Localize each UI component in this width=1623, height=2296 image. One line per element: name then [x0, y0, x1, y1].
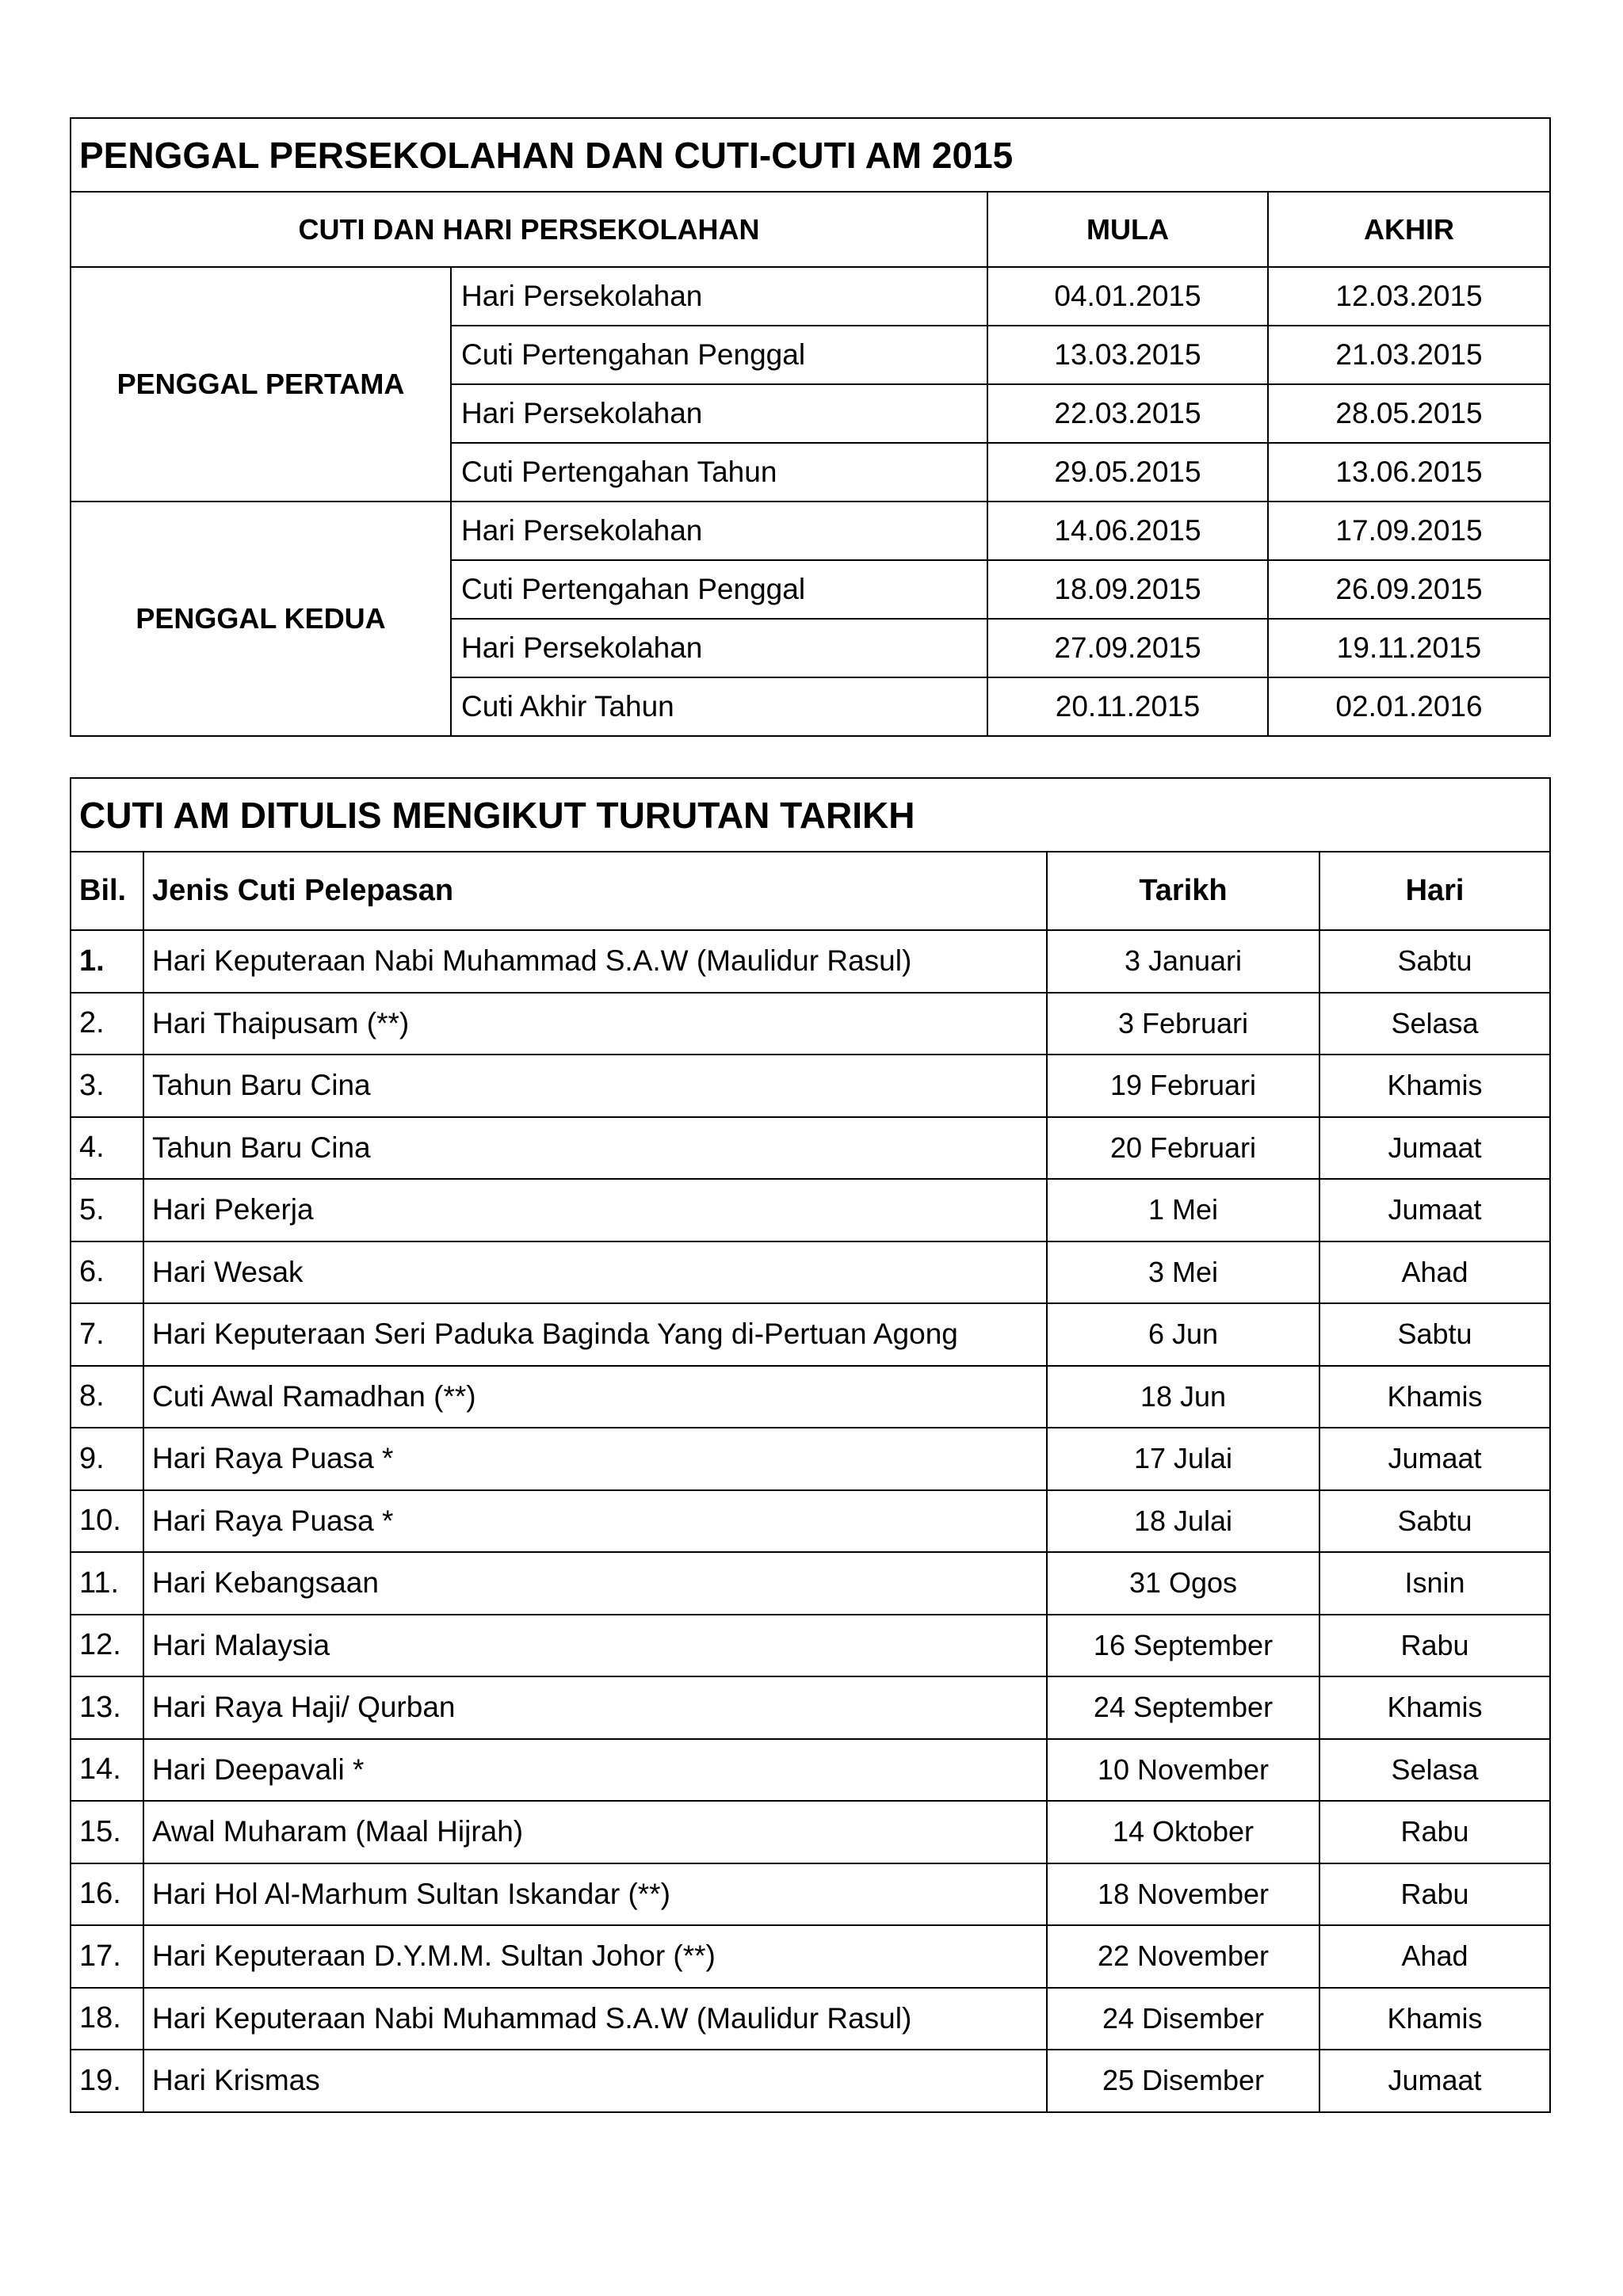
holiday-row	[71, 1303, 1550, 1366]
holiday-name: Hari Raya Puasa *	[143, 1490, 1047, 1553]
term-row	[71, 502, 1550, 560]
holiday-name: Tahun Baru Cina	[143, 1055, 1047, 1117]
header-day: Hari	[1319, 852, 1550, 930]
school-terms-title: PENGGAL PERSEKOLAHAN DAN CUTI-CUTI AM 2015	[71, 118, 1550, 192]
holiday-date: 18 Jun	[1047, 1366, 1319, 1428]
holiday-date: 3 Januari	[1047, 930, 1319, 993]
term-activity: Hari Persekolahan	[451, 267, 987, 326]
holiday-name: Hari Malaysia	[143, 1615, 1047, 1677]
holiday-day: Sabtu	[1319, 1303, 1550, 1366]
holiday-row	[71, 993, 1550, 1055]
holiday-name: Cuti Awal Ramadhan (**)	[143, 1366, 1047, 1428]
term-activity: Cuti Pertengahan Tahun	[451, 443, 987, 502]
holiday-name: Awal Muharam (Maal Hijrah)	[143, 1801, 1047, 1863]
holiday-row	[71, 1615, 1550, 1677]
holiday-day: Khamis	[1319, 1055, 1550, 1117]
holiday-day: Ahad	[1319, 1241, 1550, 1304]
holiday-day: Ahad	[1319, 1925, 1550, 1988]
holiday-name: Hari Keputeraan Nabi Muhammad S.A.W (Maulidur Rasul)	[143, 1988, 1047, 2050]
term-end-date: 17.09.2015	[1268, 502, 1550, 560]
holiday-row	[71, 930, 1550, 993]
holiday-name: Hari Keputeraan Nabi Muhammad S.A.W (Maulidur Rasul)	[143, 930, 1047, 993]
holiday-name: Hari Hol Al-Marhum Sultan Iskandar (**)	[143, 1863, 1047, 1926]
holiday-date: 16 September	[1047, 1615, 1319, 1677]
holiday-name: Hari Pekerja	[143, 1179, 1047, 1241]
holiday-name: Hari Keputeraan D.Y.M.M. Sultan Johor (**)	[143, 1925, 1047, 1988]
holiday-row	[71, 1117, 1550, 1180]
term-activity: Cuti Pertengahan Penggal	[451, 560, 987, 619]
holiday-date: 18 Julai	[1047, 1490, 1319, 1553]
holiday-day: Rabu	[1319, 1863, 1550, 1926]
holiday-name: Hari Thaipusam (**)	[143, 993, 1047, 1055]
term-activity: Hari Persekolahan	[451, 619, 987, 677]
holiday-row	[71, 1863, 1550, 1926]
holiday-number: 19.	[71, 2050, 143, 2112]
term-start-date: 14.06.2015	[987, 502, 1268, 560]
holiday-row	[71, 1241, 1550, 1304]
holiday-day: Jumaat	[1319, 1179, 1550, 1241]
term-end-date: 12.03.2015	[1268, 267, 1550, 326]
holiday-day: Khamis	[1319, 1988, 1550, 2050]
holiday-date: 18 November	[1047, 1863, 1319, 1926]
holiday-row	[71, 1366, 1550, 1428]
holiday-number: 15.	[71, 1801, 143, 1863]
holiday-number: 17.	[71, 1925, 143, 1988]
holiday-number: 10.	[71, 1490, 143, 1553]
holiday-day: Khamis	[1319, 1676, 1550, 1739]
holiday-name: Hari Keputeraan Seri Paduka Baginda Yang di-Pertuan Agong	[143, 1303, 1047, 1366]
holiday-number: 5.	[71, 1179, 143, 1241]
holiday-date: 20 Februari	[1047, 1117, 1319, 1180]
holiday-name: Hari Deepavali *	[143, 1739, 1047, 1802]
holiday-number: 9.	[71, 1428, 143, 1490]
holiday-name: Hari Raya Puasa *	[143, 1428, 1047, 1490]
holiday-row	[71, 1925, 1550, 1988]
holiday-row	[71, 2050, 1550, 2112]
holiday-name: Tahun Baru Cina	[143, 1117, 1047, 1180]
holiday-day: Rabu	[1319, 1801, 1550, 1863]
holiday-date: 31 Ogos	[1047, 1552, 1319, 1615]
holiday-number: 18.	[71, 1988, 143, 2050]
header-number: Bil.	[71, 852, 143, 930]
term-start-date: 27.09.2015	[987, 619, 1268, 677]
holiday-number: 12.	[71, 1615, 143, 1677]
term-end-date: 26.09.2015	[1268, 560, 1550, 619]
term-end-date: 02.01.2016	[1268, 677, 1550, 736]
holiday-date: 1 Mei	[1047, 1179, 1319, 1241]
holiday-date: 10 November	[1047, 1739, 1319, 1802]
holiday-row	[71, 1490, 1550, 1553]
public-holidays-title: CUTI AM DITULIS MENGIKUT TURUTAN TARIKH	[71, 778, 1550, 852]
public-holidays-table	[70, 777, 1551, 2113]
holiday-date: 3 Mei	[1047, 1241, 1319, 1304]
holiday-date: 6 Jun	[1047, 1303, 1319, 1366]
holiday-row	[71, 1428, 1550, 1490]
holiday-date: 19 Februari	[1047, 1055, 1319, 1117]
holiday-date: 25 Disember	[1047, 2050, 1319, 2112]
holiday-number: 4.	[71, 1117, 143, 1180]
holiday-day: Khamis	[1319, 1366, 1550, 1428]
term-activity: Hari Persekolahan	[451, 384, 987, 443]
holiday-number: 3.	[71, 1055, 143, 1117]
school-terms-table	[70, 117, 1551, 737]
term-start-date: 18.09.2015	[987, 560, 1268, 619]
holiday-day: Isnin	[1319, 1552, 1550, 1615]
holiday-number: 7.	[71, 1303, 143, 1366]
holiday-day: Rabu	[1319, 1615, 1550, 1677]
term-end-date: 13.06.2015	[1268, 443, 1550, 502]
holiday-name: Hari Krismas	[143, 2050, 1047, 2112]
holiday-number: 6.	[71, 1241, 143, 1304]
header-start: MULA	[987, 192, 1268, 267]
holiday-day: Selasa	[1319, 993, 1550, 1055]
holiday-row	[71, 1552, 1550, 1615]
term-end-date: 19.11.2015	[1268, 619, 1550, 677]
holiday-day: Jumaat	[1319, 1117, 1550, 1180]
header-date: Tarikh	[1047, 852, 1319, 930]
header-end: AKHIR	[1268, 192, 1550, 267]
holiday-number: 14.	[71, 1739, 143, 1802]
term-activity: Cuti Pertengahan Penggal	[451, 326, 987, 384]
holiday-date: 24 Disember	[1047, 1988, 1319, 2050]
holiday-row	[71, 1055, 1550, 1117]
holiday-row	[71, 1988, 1550, 2050]
term-activity: Hari Persekolahan	[451, 502, 987, 560]
term-row	[71, 267, 1550, 326]
term-end-date: 21.03.2015	[1268, 326, 1550, 384]
holiday-number: 8.	[71, 1366, 143, 1428]
holiday-name: Hari Wesak	[143, 1241, 1047, 1304]
term-start-date: 20.11.2015	[987, 677, 1268, 736]
holiday-date: 14 Oktober	[1047, 1801, 1319, 1863]
term-activity: Cuti Akhir Tahun	[451, 677, 987, 736]
holiday-day: Jumaat	[1319, 1428, 1550, 1490]
holiday-row	[71, 1676, 1550, 1739]
holiday-number: 13.	[71, 1676, 143, 1739]
term-end-date: 28.05.2015	[1268, 384, 1550, 443]
holiday-date: 17 Julai	[1047, 1428, 1319, 1490]
holiday-date: 3 Februari	[1047, 993, 1319, 1055]
holiday-number: 16.	[71, 1863, 143, 1926]
holiday-row	[71, 1739, 1550, 1802]
holiday-number: 1.	[71, 930, 143, 993]
holiday-name: Hari Kebangsaan	[143, 1552, 1047, 1615]
holiday-day: Jumaat	[1319, 2050, 1550, 2112]
holiday-row	[71, 1801, 1550, 1863]
holiday-row	[71, 1179, 1550, 1241]
term-start-date: 22.03.2015	[987, 384, 1268, 443]
holiday-name: Hari Raya Haji/ Qurban	[143, 1676, 1047, 1739]
term-start-date: 29.05.2015	[987, 443, 1268, 502]
header-activity: CUTI DAN HARI PERSEKOLAHAN	[71, 192, 987, 267]
holiday-number: 2.	[71, 993, 143, 1055]
holiday-day: Sabtu	[1319, 1490, 1550, 1553]
holiday-date: 22 November	[1047, 1925, 1319, 1988]
holiday-day: Sabtu	[1319, 930, 1550, 993]
holiday-day: Selasa	[1319, 1739, 1550, 1802]
holiday-date: 24 September	[1047, 1676, 1319, 1739]
holiday-number: 11.	[71, 1552, 143, 1615]
term-start-date: 04.01.2015	[987, 267, 1268, 326]
term-name: PENGGAL PERTAMA	[71, 267, 451, 502]
header-holiday-name: Jenis Cuti Pelepasan	[143, 852, 1047, 930]
term-start-date: 13.03.2015	[987, 326, 1268, 384]
term-name: PENGGAL KEDUA	[71, 502, 451, 736]
